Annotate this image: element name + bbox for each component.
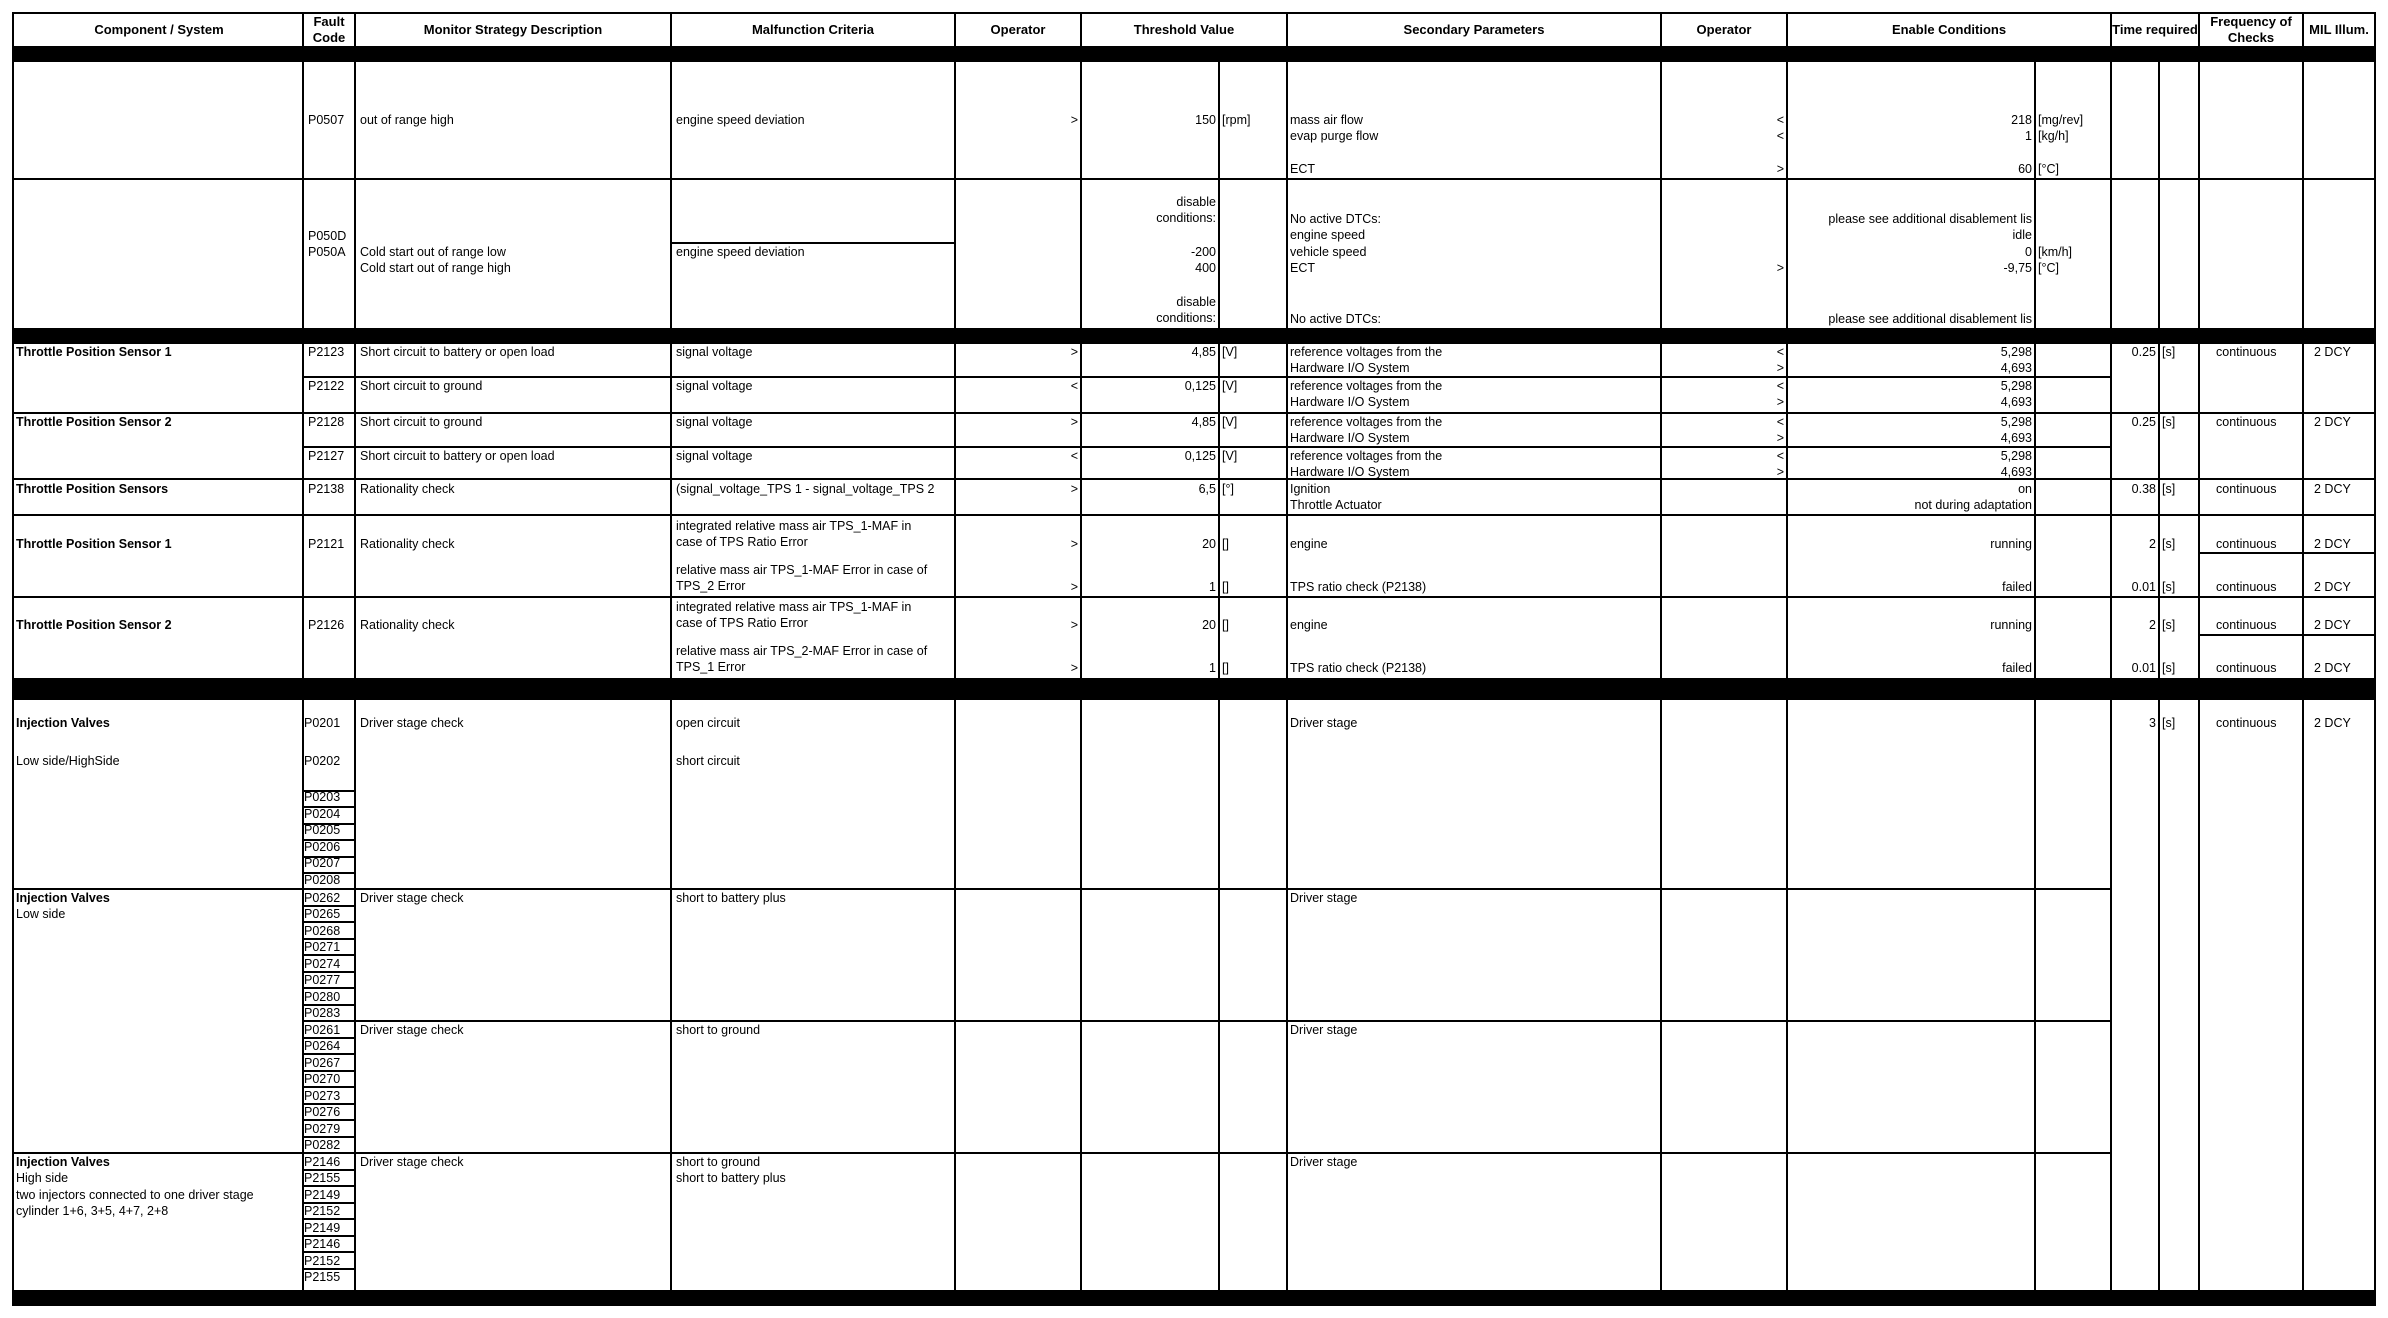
fault-code: P050A xyxy=(308,245,346,259)
fault-code: P0267 xyxy=(304,1056,341,1070)
secondary-operator: > xyxy=(1776,261,1784,275)
malfunction-criteria: signal voltage xyxy=(676,379,753,393)
fault-code: P0205 xyxy=(304,823,341,837)
time-unit: [s] xyxy=(2162,537,2176,551)
component-name: Throttle Position Sensor 1 xyxy=(16,345,172,359)
header-threshold-value: Threshold Value xyxy=(1133,22,1235,37)
time-unit: [s] xyxy=(2162,580,2176,594)
fault-code: P0282 xyxy=(304,1138,341,1152)
monitor-description: out of range high xyxy=(360,113,454,127)
fault-code: P2155 xyxy=(304,1270,341,1284)
operator: > xyxy=(1070,482,1078,496)
monitor-description: Cold start out of range low xyxy=(360,245,506,259)
operator: < xyxy=(1070,449,1078,463)
secondary-param: Throttle Actuator xyxy=(1290,498,1382,512)
fault-code: P0273 xyxy=(304,1089,341,1103)
threshold-value: 20 xyxy=(1202,618,1216,632)
section-band-4 xyxy=(12,1290,2376,1306)
check-frequency: continuous xyxy=(2216,345,2277,359)
secondary-param: evap purge flow xyxy=(1290,129,1379,143)
header-malfunction-criteria: Malfunction Criteria xyxy=(751,22,875,37)
secondary-param: TPS ratio check (P2138) xyxy=(1290,661,1427,675)
secondary-param: engine xyxy=(1290,537,1328,551)
operator: < xyxy=(1070,379,1078,393)
secondary-operator: > xyxy=(1776,431,1784,445)
enable-value: 5,298 xyxy=(2000,379,2032,393)
malfunction-criteria: short to ground xyxy=(676,1023,761,1037)
monitor-description: Short circuit to battery or open load xyxy=(360,345,555,359)
threshold-unit: [V] xyxy=(1222,345,1238,359)
threshold-value: 20 xyxy=(1202,537,1216,551)
malfunction-criteria: case of TPS Ratio Error xyxy=(676,616,808,630)
secondary-param: No active DTCs: xyxy=(1290,212,1381,226)
enable-value: on xyxy=(2018,482,2032,496)
mil-illumination: 2 DCY xyxy=(2314,415,2351,429)
check-frequency: continuous xyxy=(2216,661,2277,675)
component-name: Throttle Position Sensor 2 xyxy=(16,618,172,632)
malfunction-criteria: short circuit xyxy=(676,754,740,768)
fault-code: P050D xyxy=(308,229,347,243)
enable-value: failed xyxy=(2002,661,2032,675)
mil-illumination: 2 DCY xyxy=(2314,537,2351,551)
component-subtitle: Low side xyxy=(16,907,66,921)
fault-code: P2126 xyxy=(308,618,345,632)
fault-code: P0271 xyxy=(304,940,341,954)
fault-code: P0283 xyxy=(304,1006,341,1020)
fault-code: P0262 xyxy=(304,891,341,905)
secondary-operator: > xyxy=(1776,361,1784,375)
enable-value: 218 xyxy=(2011,113,2032,127)
secondary-param: No active DTCs: xyxy=(1290,312,1381,326)
threshold-value: 4,85 xyxy=(1191,415,1216,429)
check-frequency: continuous xyxy=(2216,618,2277,632)
monitor-description: Driver stage check xyxy=(360,1023,464,1037)
fault-code: P2152 xyxy=(304,1254,341,1268)
component-subtitle: cylinder 1+6, 3+5, 4+7, 2+8 xyxy=(16,1204,169,1218)
check-frequency: continuous xyxy=(2216,537,2277,551)
check-frequency: continuous xyxy=(2216,482,2277,496)
fault-code: P2122 xyxy=(308,379,345,393)
enable-value: 4,693 xyxy=(2000,361,2032,375)
component-name: Injection Valves xyxy=(16,891,110,905)
fault-code: P0280 xyxy=(304,990,341,1004)
component-name: Throttle Position Sensors xyxy=(16,482,169,496)
malfunction-criteria: signal voltage xyxy=(676,449,753,463)
threshold-value: 1 xyxy=(1209,580,1216,594)
secondary-operator: < xyxy=(1776,113,1784,127)
threshold-value: 0,125 xyxy=(1184,449,1216,463)
malfunction-criteria: TPS_2 Error xyxy=(676,579,746,593)
malfunction-criteria: engine speed deviation xyxy=(676,245,805,259)
time-required: 2 xyxy=(2149,618,2156,632)
threshold-unit: [V] xyxy=(1222,415,1238,429)
mil-illumination: 2 DCY xyxy=(2314,482,2351,496)
secondary-param: reference voltages from the xyxy=(1290,415,1443,429)
mil-illumination: 2 DCY xyxy=(2314,345,2351,359)
enable-value: 60 xyxy=(2018,162,2032,176)
secondary-param: engine speed xyxy=(1290,228,1366,242)
fault-code: P2155 xyxy=(304,1171,341,1185)
secondary-param: Driver stage xyxy=(1290,1023,1358,1037)
malfunction-criteria: integrated relative mass air TPS_1-MAF in xyxy=(676,519,912,533)
time-unit: [s] xyxy=(2162,716,2176,730)
fault-code: P2138 xyxy=(308,482,345,496)
enable-value: 5,298 xyxy=(2000,345,2032,359)
enable-unit: [kg/h] xyxy=(2038,129,2069,143)
malfunction-criteria: engine speed deviation xyxy=(676,113,805,127)
malfunction-criteria: case of TPS Ratio Error xyxy=(676,535,808,549)
monitor-description: Short circuit to ground xyxy=(360,415,483,429)
secondary-param: ECT xyxy=(1290,162,1315,176)
monitor-description: Driver stage check xyxy=(360,891,464,905)
fault-code: P0208 xyxy=(304,873,341,887)
monitor-description: Short circuit to battery or open load xyxy=(360,449,555,463)
fault-code: P2146 xyxy=(304,1155,341,1169)
disable-conditions-label: disable conditions: xyxy=(1156,195,1216,225)
section-band-2 xyxy=(12,328,2376,344)
malfunction-criteria: signal voltage xyxy=(676,415,753,429)
enable-value: 4,693 xyxy=(2000,465,2032,479)
threshold-unit: [V] xyxy=(1222,449,1238,463)
secondary-param: Driver stage xyxy=(1290,1155,1358,1169)
component-name: Injection Valves xyxy=(16,1155,110,1169)
time-unit: [s] xyxy=(2162,415,2176,429)
time-unit: [s] xyxy=(2162,661,2176,675)
threshold-unit: [] xyxy=(1222,661,1229,675)
time-required: 0.38 xyxy=(2131,482,2156,496)
threshold-unit: [°] xyxy=(1222,482,1234,496)
enable-unit: [°C] xyxy=(2038,261,2059,275)
monitor-description: Rationality check xyxy=(360,618,455,632)
secondary-operator: < xyxy=(1776,129,1784,143)
malfunction-criteria: (signal_voltage_TPS 1 - signal_voltage_TPS 2 xyxy=(676,482,935,496)
operator: > xyxy=(1070,618,1078,632)
monitor-description: Rationality check xyxy=(360,537,455,551)
section-band-1 xyxy=(12,46,2376,62)
secondary-param: reference voltages from the xyxy=(1290,345,1443,359)
fault-code: P0206 xyxy=(304,840,341,854)
monitor-description: Rationality check xyxy=(360,482,455,496)
secondary-param: Driver stage xyxy=(1290,716,1358,730)
secondary-param: reference voltages from the xyxy=(1290,379,1443,393)
mil-illumination: 2 DCY xyxy=(2314,618,2351,632)
secondary-param: TPS ratio check (P2138) xyxy=(1290,580,1427,594)
malfunction-criteria: signal voltage xyxy=(676,345,753,359)
enable-value: -9,75 xyxy=(2003,261,2032,275)
time-required: 3 xyxy=(2149,716,2156,730)
enable-value: running xyxy=(1990,537,2032,551)
threshold-value: 150 xyxy=(1195,113,1216,127)
operator: > xyxy=(1070,537,1078,551)
threshold-unit: [] xyxy=(1222,537,1229,551)
fault-code: P0270 xyxy=(304,1072,341,1086)
monitor-description: Cold start out of range high xyxy=(360,261,511,275)
enable-value: running xyxy=(1990,618,2032,632)
fault-code: P2127 xyxy=(308,449,345,463)
threshold-unit: [] xyxy=(1222,580,1229,594)
component-subtitle: Low side/HighSide xyxy=(16,754,120,768)
operator: > xyxy=(1070,345,1078,359)
time-required: 0.25 xyxy=(2131,345,2156,359)
enable-unit: [mg/rev] xyxy=(2038,113,2084,127)
fault-code: P2152 xyxy=(304,1204,341,1218)
enable-value: 4,693 xyxy=(2000,431,2032,445)
threshold-value: 0,125 xyxy=(1184,379,1216,393)
fault-code: P2123 xyxy=(308,345,345,359)
enable-value: 4,693 xyxy=(2000,395,2032,409)
header-operator-2: Operator xyxy=(1696,22,1752,37)
fault-code: P0264 xyxy=(304,1039,341,1053)
time-unit: [s] xyxy=(2162,482,2176,496)
enable-value: 5,298 xyxy=(2000,449,2032,463)
secondary-operator: < xyxy=(1776,449,1784,463)
fault-code: P0203 xyxy=(304,790,341,804)
fault-code: P0261 xyxy=(304,1023,341,1037)
enable-value: 5,298 xyxy=(2000,415,2032,429)
malfunction-criteria: relative mass air TPS_2-MAF Error in case of xyxy=(676,644,928,658)
check-frequency: continuous xyxy=(2216,415,2277,429)
time-unit: [s] xyxy=(2162,618,2176,632)
enable-value: 1 xyxy=(2025,129,2032,143)
fault-code: P0202 xyxy=(304,754,341,768)
header-component: Component / System xyxy=(94,22,224,37)
mil-illumination: 2 DCY xyxy=(2314,580,2351,594)
time-unit: [s] xyxy=(2162,345,2176,359)
fault-code: P2146 xyxy=(304,1237,341,1251)
fault-code: P0276 xyxy=(304,1105,341,1119)
header-fault-code: Fault Code xyxy=(312,14,346,45)
component-name: Injection Valves xyxy=(16,716,110,730)
threshold-value: -200 xyxy=(1190,245,1216,259)
header-mil-illum: MIL Illum. xyxy=(2309,22,2369,37)
malfunction-criteria: short to ground xyxy=(676,1155,761,1169)
enable-unit: [km/h] xyxy=(2038,245,2073,259)
time-required: 0.01 xyxy=(2131,580,2156,594)
threshold-unit: [] xyxy=(1222,618,1229,632)
secondary-operator: > xyxy=(1776,395,1784,409)
secondary-param: reference voltages from the xyxy=(1290,449,1443,463)
fault-code: P2149 xyxy=(304,1188,341,1202)
secondary-param: Ignition xyxy=(1290,482,1331,496)
malfunction-criteria: integrated relative mass air TPS_1-MAF in xyxy=(676,600,912,614)
secondary-operator: < xyxy=(1776,345,1784,359)
enable-unit: [°C] xyxy=(2038,162,2059,176)
secondary-param: Driver stage xyxy=(1290,891,1358,905)
operator: > xyxy=(1070,113,1078,127)
monitor-description: Driver stage check xyxy=(360,1155,464,1169)
time-required: 2 xyxy=(2149,537,2156,551)
secondary-operator: > xyxy=(1776,162,1784,176)
fault-code: P0201 xyxy=(304,716,341,730)
malfunction-criteria: short to battery plus xyxy=(676,891,786,905)
operator: > xyxy=(1070,580,1078,594)
enable-value: please see additional disablement lis xyxy=(1828,212,2032,226)
enable-value: please see additional disablement lis xyxy=(1828,312,2032,326)
fault-code: P0507 xyxy=(308,113,345,127)
enable-value: 0 xyxy=(2025,245,2032,259)
time-required: 0.01 xyxy=(2131,661,2156,675)
threshold-unit: [rpm] xyxy=(1222,113,1251,127)
secondary-operator: > xyxy=(1776,465,1784,479)
threshold-value: 6,5 xyxy=(1198,482,1216,496)
enable-value: idle xyxy=(2012,228,2032,242)
component-name: Throttle Position Sensor 1 xyxy=(16,537,172,551)
component-subtitle: two injectors connected to one driver stage xyxy=(16,1188,254,1202)
header-secondary-parameters: Secondary Parameters xyxy=(1403,22,1545,37)
check-frequency: continuous xyxy=(2216,716,2277,730)
secondary-param: Hardware I/O System xyxy=(1290,465,1410,479)
check-frequency: continuous xyxy=(2216,580,2277,594)
monitor-description: Short circuit to ground xyxy=(360,379,483,393)
header-monitor-strategy: Monitor Strategy Description xyxy=(423,22,603,37)
threshold-value: 400 xyxy=(1195,261,1216,275)
operator: > xyxy=(1070,661,1078,675)
fault-code: P0277 xyxy=(304,973,341,987)
secondary-param: Hardware I/O System xyxy=(1290,361,1410,375)
secondary-param: Hardware I/O System xyxy=(1290,395,1410,409)
fault-code: P0265 xyxy=(304,907,341,921)
header-time-required: Time required xyxy=(2112,22,2198,37)
fault-code: P0268 xyxy=(304,924,341,938)
fault-code: P2149 xyxy=(304,1221,341,1235)
malfunction-criteria: open circuit xyxy=(676,716,740,730)
fault-code: P0207 xyxy=(304,856,341,870)
section-band-3 xyxy=(12,678,2376,700)
fault-code: P0274 xyxy=(304,957,341,971)
secondary-param: mass air flow xyxy=(1290,113,1363,127)
fault-code: P2121 xyxy=(308,537,345,551)
malfunction-criteria: TPS_1 Error xyxy=(676,660,746,674)
enable-value: not during adaptation xyxy=(1914,498,2032,512)
threshold-value: 4,85 xyxy=(1191,345,1216,359)
header-enable-conditions: Enable Conditions xyxy=(1891,22,2007,37)
disable-conditions-label: disable conditions: xyxy=(1156,295,1216,325)
fault-code: P0204 xyxy=(304,807,341,821)
component-name: Throttle Position Sensor 2 xyxy=(16,415,172,429)
mil-illumination: 2 DCY xyxy=(2314,716,2351,730)
malfunction-criteria: relative mass air TPS_1-MAF Error in case of xyxy=(676,563,928,577)
enable-value: failed xyxy=(2002,580,2032,594)
secondary-operator: < xyxy=(1776,379,1784,393)
time-required: 0.25 xyxy=(2131,415,2156,429)
operator: > xyxy=(1070,415,1078,429)
header-operator-1: Operator xyxy=(990,22,1046,37)
threshold-unit: [V] xyxy=(1222,379,1238,393)
mil-illumination: 2 DCY xyxy=(2314,661,2351,675)
fault-code: P2128 xyxy=(308,415,345,429)
fault-code: P0279 xyxy=(304,1122,341,1136)
malfunction-criteria: short to battery plus xyxy=(676,1171,786,1185)
secondary-param: ECT xyxy=(1290,261,1315,275)
secondary-param: Hardware I/O System xyxy=(1290,431,1410,445)
header-frequency: Frequency of Checks xyxy=(2210,14,2292,45)
component-subtitle: High side xyxy=(16,1171,69,1185)
threshold-value: 1 xyxy=(1209,661,1216,675)
secondary-operator: < xyxy=(1776,415,1784,429)
secondary-param: vehicle speed xyxy=(1290,245,1367,259)
secondary-param: engine xyxy=(1290,618,1328,632)
monitor-description: Driver stage check xyxy=(360,716,464,730)
